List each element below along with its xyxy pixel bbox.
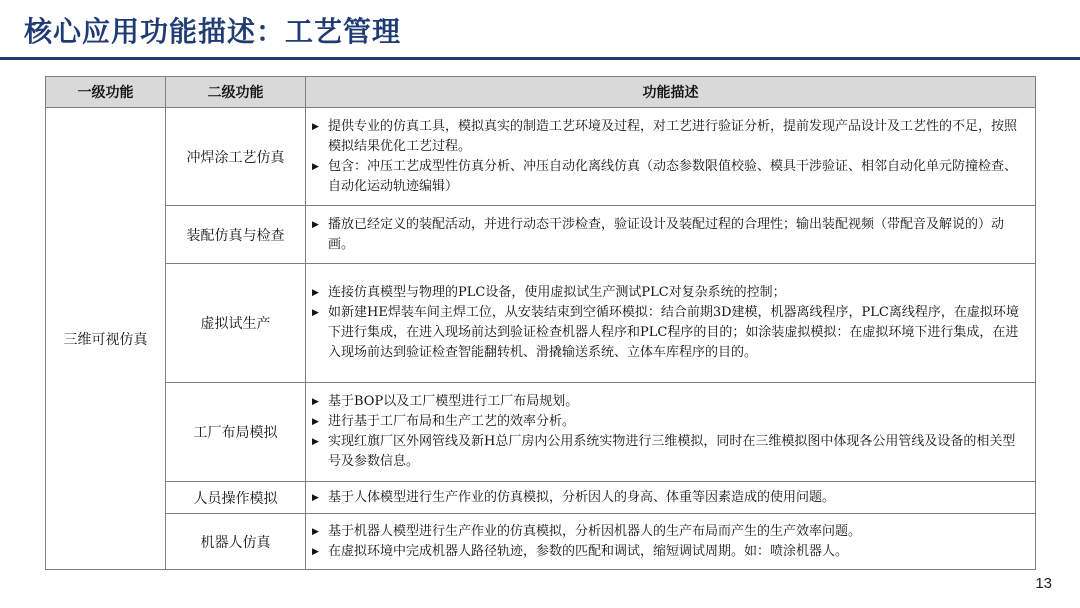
page-number: 13	[1035, 575, 1052, 592]
description-item: ▶ 连接仿真模型与物理的PLC设备，使用虚拟试生产测试PLC对复杂系统的控制；	[312, 283, 1027, 303]
header-description: 功能描述	[306, 77, 1036, 108]
table-row	[46, 264, 1036, 383]
header-level2: 二级功能	[166, 77, 306, 108]
description-item: ▶ 基于机器人模型进行生产作业的仿真模拟，分析因机器人的生产布局而产生的生产效率问题。	[312, 522, 1027, 542]
description-item: ▶ 包含：冲压工艺成型性仿真分析、冲压自动化离线仿真（动态参数限值校验、模具干涉验证、相邻自动化单元防撞检查、自动化运动轨迹编辑）	[312, 157, 1027, 197]
description-item: ▶ 进行基于工厂布局和生产工艺的效率分析。	[312, 412, 1027, 432]
table-row	[46, 108, 1036, 206]
description-item: ▶ 提供专业的仿真工具，模拟真实的制造工艺环境及过程，对工艺进行验证分析，提前发现产品设计及工艺性的不足，按照模拟结果优化工艺过程。	[312, 117, 1027, 157]
description-cell	[306, 514, 1036, 570]
table-header-row	[46, 77, 1036, 108]
level2-cell: 机器人仿真	[166, 514, 306, 570]
table-row	[46, 206, 1036, 264]
table-row	[46, 514, 1036, 570]
title-divider	[0, 57, 1080, 60]
description-item: ▶ 基于人体模型进行生产作业的仿真模拟，分析因人的身高、体重等因素造成的使用问题。	[312, 488, 1027, 508]
description-item: ▶ 实现红旗厂区外网管线及新H总厂房内公用系统实物进行三维模拟，同时在三维模拟图中体现各公用管线及设备的相关型号及参数信息。	[312, 432, 1027, 472]
level2-cell: 人员操作模拟	[166, 482, 306, 514]
header-level1: 一级功能	[46, 77, 166, 108]
description-cell	[306, 264, 1036, 383]
table-row	[46, 383, 1036, 482]
page-title: 核心应用功能描述：工艺管理	[24, 15, 402, 48]
level2-cell: 虚拟试生产	[166, 264, 306, 383]
level2-cell: 装配仿真与检查	[166, 206, 306, 264]
description-item: ▶ 在虚拟环境中完成机器人路径轨迹，参数的匹配和调试，缩短调试周期。如：喷涂机器人。	[312, 542, 1027, 562]
description-cell	[306, 108, 1036, 206]
level1-cell: 三维可视仿真	[46, 108, 166, 570]
description-cell	[306, 206, 1036, 264]
description-item: ▶ 如新建HE焊装车间主焊工位，从安装结束到空循环模拟：结合前期3D建模，机器离线程序，PLC离线程序，在虚拟环境下进行集成，在进入现场前达到验证检查机器人程序和PLC程序的目的；如涂装虚拟模拟：在虚拟环境下进行集成，在进入现场前达到验证检查智能翻转机、滑撬输送系统、立体车库程序的目的。	[312, 303, 1027, 363]
description-cell	[306, 383, 1036, 482]
description-item: ▶ 播放已经定义的装配活动，并进行动态干涉检查，验证设计及装配过程的合理性；输出装配视频（带配音及解说的）动画。	[312, 215, 1027, 255]
description-item: ▶ 基于BOP以及工厂模型进行工厂布局规划。	[312, 392, 1027, 412]
level2-cell: 冲焊涂工艺仿真	[166, 108, 306, 206]
table-row	[46, 482, 1036, 514]
description-cell	[306, 482, 1036, 514]
level2-cell: 工厂布局模拟	[166, 383, 306, 482]
function-table	[45, 76, 1036, 570]
